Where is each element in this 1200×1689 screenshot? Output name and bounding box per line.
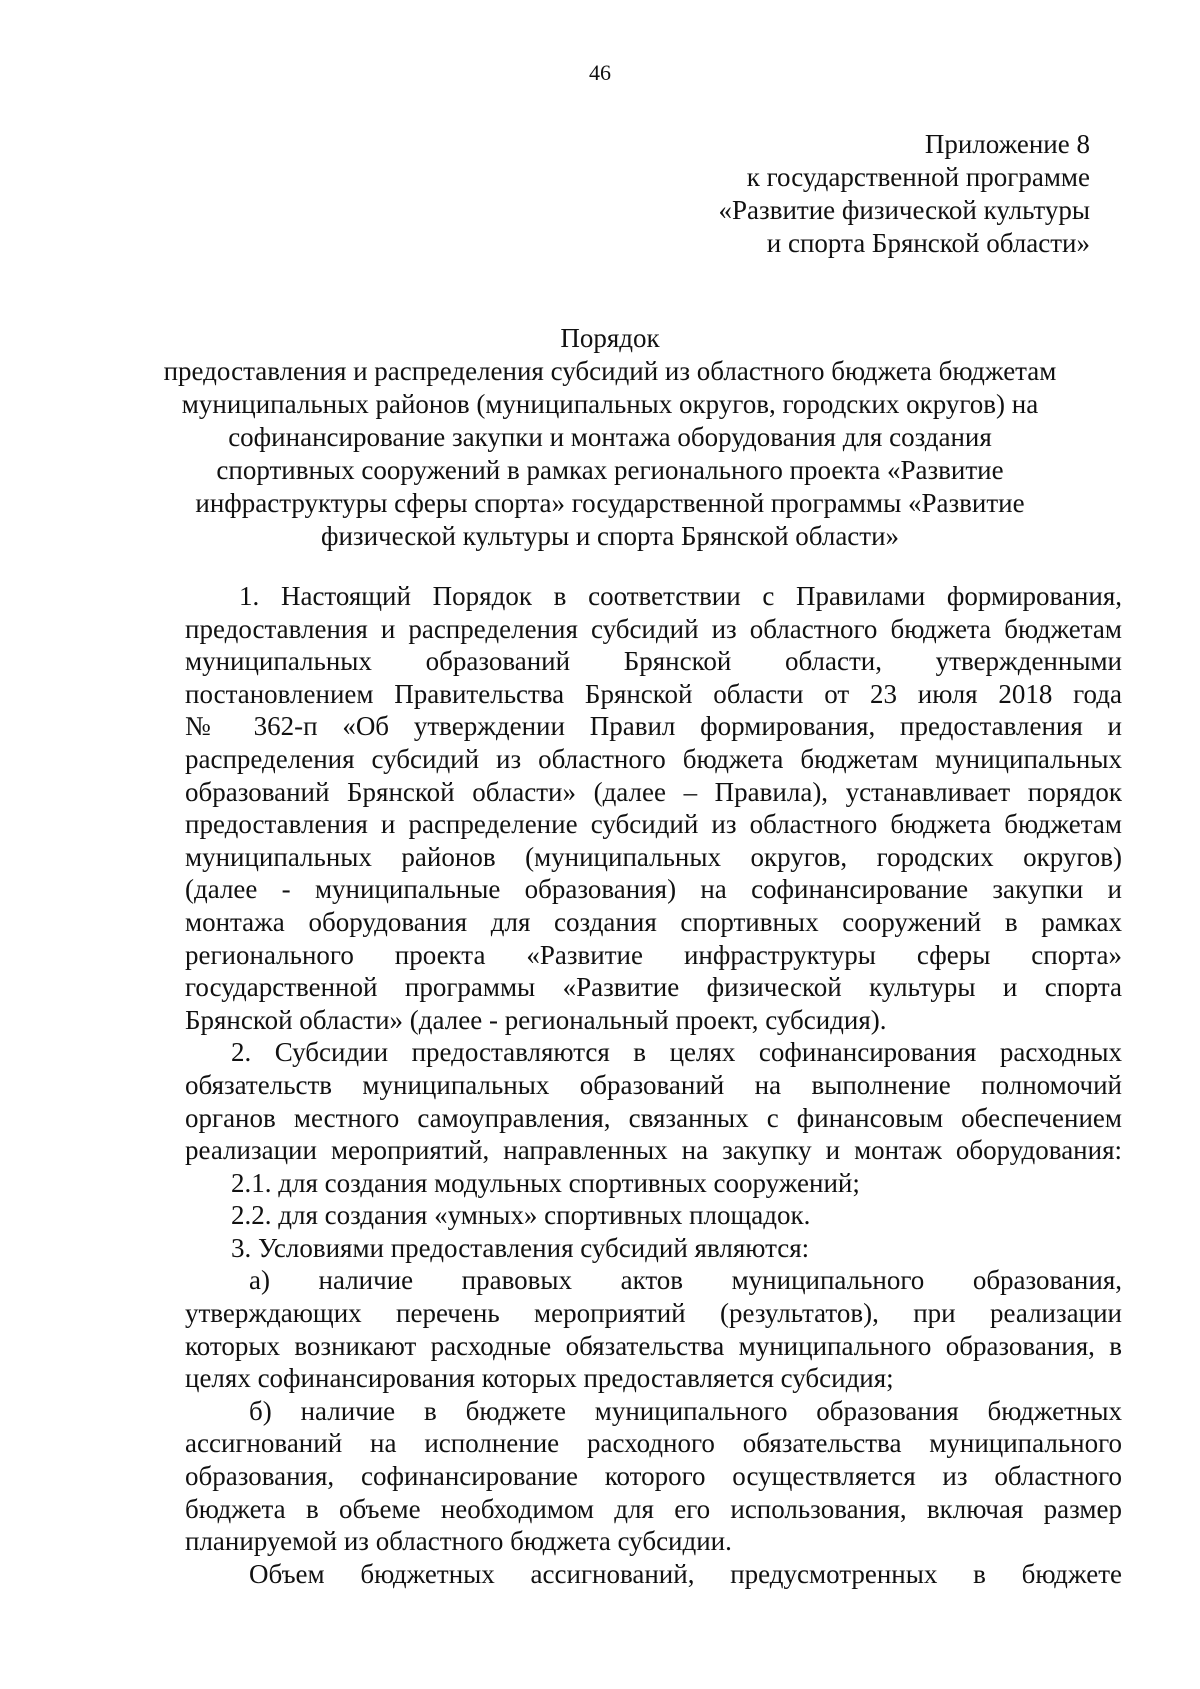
appendix-line: и спорта Брянской области» [766,228,1090,258]
body-line: органов местного самоуправления, связанных с финансовым обеспечением [185,1102,1122,1133]
title-line: предоставления и распределения субсидий из областного бюджета бюджетам [163,356,1057,386]
body-line: 2. Субсидии предоставляются в целях софинансирования расходных [231,1037,1122,1068]
body-line: планируемой из областного бюджета субсидии. [185,1526,732,1557]
body-line: регионального проекта «Развитие инфраструктуры сферы спорта» [185,939,1122,970]
body-line: б) наличие в бюджете муниципального образования бюджетных [249,1395,1122,1426]
body-line: а) наличие правовых актов муниципального образования, [249,1265,1122,1296]
body-line: Объем бюджетных ассигнований, предусмотренных в бюджете [249,1558,1122,1589]
title-line: муниципальных районов (муниципальных округов, городских округов) на [181,389,1039,419]
body-line: постановлением Правительства Брянской области от 23 июля 2018 года [185,678,1122,709]
body-line: 2.1. для создания модульных спортивных сооружений; [231,1167,860,1198]
body-line: 3. Условиями предоставления субсидий являются: [231,1232,810,1263]
body-line: предоставления и распределение субсидий из областного бюджета бюджетам [185,809,1122,840]
title-line: физической культуры и спорта Брянской области» [320,521,900,551]
body-line: государственной программы «Развитие физической культуры и спорта [185,972,1122,1003]
appendix-header [490,128,1090,260]
body-line: (далее - муниципальные образования) на софинансирование закупки и [185,874,1122,905]
title-line: инфраструктуры сферы спорта» государственной программы «Развитие [195,488,1025,518]
body-line: обязательств муниципальных образований на выполнение полномочий [185,1069,1122,1100]
body-line: муниципальных районов (муниципальных округов, городских округов) [185,841,1122,872]
body-line: Брянской области» (далее - региональный проект, субсидия). [185,1004,887,1035]
body-line: образования, софинансирование которого осуществляется из областного [185,1461,1122,1492]
title-line: спортивных сооружений в рамках регионального проекта «Развитие [216,455,1004,485]
page-number: 46 [589,60,611,85]
appendix-line: к государственной программе [746,162,1090,192]
body-line: монтажа оборудования для создания спортивных сооружений в рамках [185,906,1122,937]
body-line: 2.2. для создания «умных» спортивных площадок. [231,1200,811,1231]
body-line: предоставления и распределения субсидий из областного бюджета бюджетам [185,613,1122,644]
body-line: ассигнований на исполнение расходного обязательства муниципального [185,1428,1122,1459]
body-line: 1. Настоящий Порядок в соответствии с Правилами формирования, [239,581,1122,611]
body-line: № 362-п «Об утверждении Правил формирования, предоставления и [185,711,1122,742]
body-line: муниципальных образований Брянской области, утвержденными [185,646,1122,677]
body-line: распределения субсидий из областного бюджета бюджетам муниципальных [185,743,1122,774]
body-line: бюджета в объеме необходимом для его использования, включая размер [185,1493,1122,1524]
body-line: которых возникают расходные обязательства муниципального образования, в [185,1330,1122,1361]
body-line: образований Брянской области» (далее – Правила), устанавливает порядок [185,776,1122,807]
document-body [185,580,1122,1590]
document-title [150,322,1070,553]
title-line: софинансирование закупки и монтажа оборудования для создания [228,422,992,452]
body-line: утверждающих перечень мероприятий (результатов), при реализации [185,1298,1122,1329]
body-line: целях софинансирования которых предоставляется субсидия; [185,1363,894,1394]
appendix-line: «Развитие физической культуры [718,195,1090,225]
title-heading: Порядок [560,323,660,353]
appendix-line: Приложение 8 [924,129,1090,159]
body-line: реализации мероприятий, направленных на закупку и монтаж оборудования: [185,1135,1122,1166]
